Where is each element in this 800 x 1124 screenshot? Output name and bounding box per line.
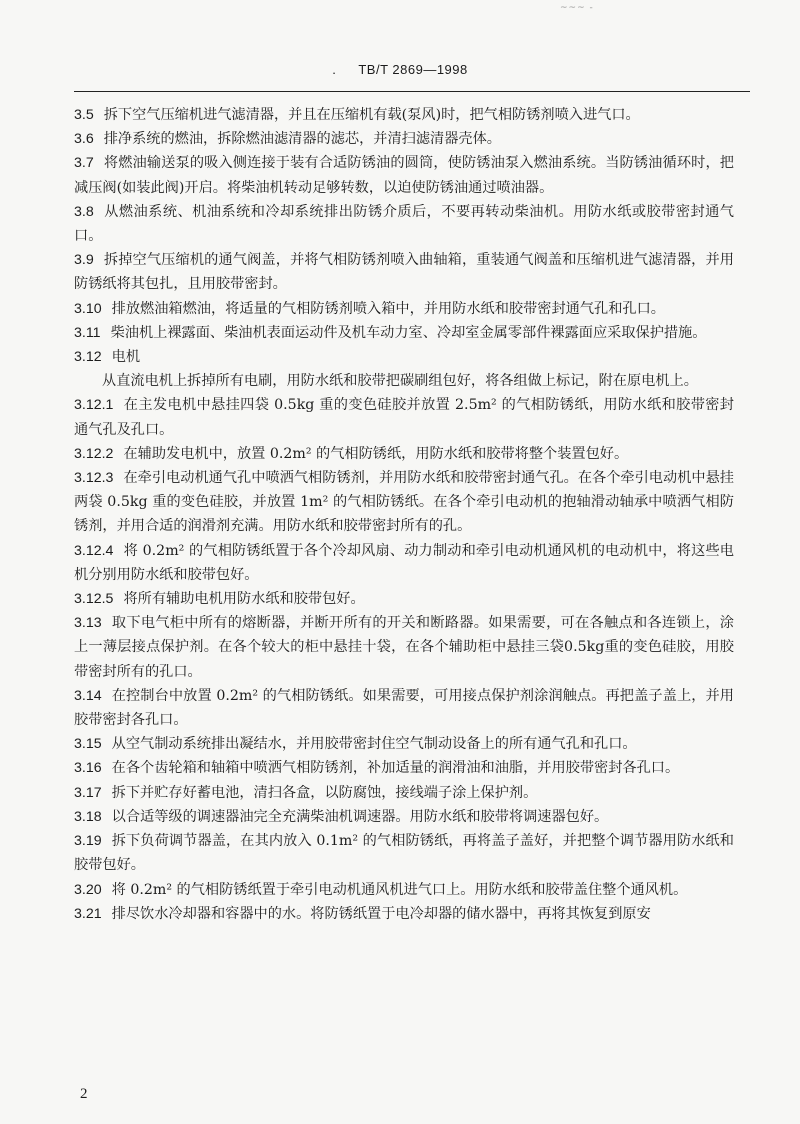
clause-number: 3.12.4 bbox=[74, 542, 114, 559]
clause-number: 3.18 bbox=[74, 808, 102, 825]
clause-number: 3.8 bbox=[74, 203, 94, 220]
clause-paragraph bbox=[74, 103, 734, 127]
clause-number: 3.12.2 bbox=[74, 445, 114, 462]
header-dot: . bbox=[332, 62, 337, 77]
header-rule bbox=[74, 91, 750, 92]
clause-text: 在各个齿轮箱和轴箱中喷洒气相防锈剂，补加适量的润滑油和油脂，并用胶带密封各孔口。 bbox=[111, 760, 680, 777]
clause-text: 拆下负荷调节器盖，在其内放入 0.1m² 的气相防锈纸，再将盖子盖好，并把整个调节器用防水纸和胶带包好。 bbox=[74, 833, 734, 874]
clause-paragraph bbox=[74, 611, 734, 684]
clause-paragraph bbox=[74, 587, 734, 611]
clause-text: 将所有辅助电机用防水纸和胶带包好。 bbox=[123, 591, 365, 608]
clause-text: 从直流电机上拆掉所有电刷，用防水纸和胶带把碳刷组包好，将各组做上标记，附在原电机上。 bbox=[102, 373, 698, 390]
clause-paragraph bbox=[74, 902, 734, 926]
clause-number: 3.20 bbox=[74, 881, 102, 898]
clause-number: 3.17 bbox=[74, 784, 102, 801]
clause-number: 3.11 bbox=[74, 324, 101, 341]
clause-paragraph bbox=[74, 127, 734, 151]
clause-number: 3.19 bbox=[74, 833, 102, 850]
document-body bbox=[74, 103, 734, 926]
clause-number: 3.9 bbox=[74, 252, 94, 269]
clause-paragraph bbox=[74, 369, 734, 393]
clause-paragraph bbox=[74, 829, 734, 877]
clause-paragraph bbox=[74, 248, 734, 296]
clause-text: 以合适等级的调速器油完全充满柴油机调速器。用防水纸和胶带将调速器包好。 bbox=[111, 808, 609, 825]
clause-paragraph bbox=[74, 805, 734, 829]
clause-text: 取下电气柜中所有的熔断器，并断开所有的开关和断路器。如果需要，可在各触点和各连锁上，涂上一薄层接点保护剂。在各个较大的柜中悬挂十袋，在各个辅助柜中悬挂三袋0.5kg重的变色硅胶，用胶带密封所有的孔口。 bbox=[74, 615, 734, 680]
scan-mark: ~~~ - bbox=[560, 3, 594, 13]
clause-text: 排尽饮水冷却器和容器中的水。将防锈纸置于电冷却器的储水器中，再将其恢复到原安 bbox=[111, 905, 651, 922]
clause-text: 在控制台中放置 0.2m² 的气相防锈纸。如果需要，可用接点保护剂涂润触点。再把盖子盖上，并用胶带密封各孔口。 bbox=[74, 687, 734, 729]
clause-text: 在主发电机中悬挂四袋 0.5kg 重的变色硅胶并放置 2.5m² 的气相防锈纸，用防水纸和胶带密封通气孔及孔口。 bbox=[74, 397, 734, 438]
clause-paragraph bbox=[74, 345, 734, 369]
clause-paragraph bbox=[74, 321, 734, 345]
clause-text: 柴油机上裸露面、柴油机表面运动件及机车动力室、冷却室金属零部件裸露面应采取保护措施。 bbox=[110, 324, 707, 341]
clause-text: 拆下并贮存好蓄电池，清扫各盒，以防腐蚀，接线端子涂上保护剂。 bbox=[111, 784, 538, 801]
clause-paragraph bbox=[74, 539, 734, 587]
clause-text: 将 0.2m² 的气相防锈纸置于牵引电动机通风机进气口上。用防水纸和胶带盖住整个通风机。 bbox=[111, 881, 688, 898]
clause-paragraph bbox=[74, 732, 734, 756]
clause-text: 在牵引电动机通气孔中喷洒气相防锈剂，并用防水纸和胶带密封通气孔。在各个牵引电动机中悬挂两袋 0.5kg 重的变色硅胶，并放置 1m² 的气相防锈纸。在各个牵引电动机的抱轴滑动轴承中喷洒气相防锈剂，并用合适的润滑剂充满。用防水纸和胶带密封所有的孔。 bbox=[74, 470, 734, 535]
clause-number: 3.15 bbox=[74, 736, 102, 753]
clause-paragraph bbox=[74, 151, 734, 199]
clause-paragraph bbox=[74, 878, 734, 902]
clause-paragraph bbox=[74, 466, 734, 539]
standard-number: TB/T 2869—1998 bbox=[358, 62, 468, 77]
clause-number: 3.12.5 bbox=[74, 591, 114, 608]
clause-number: 3.14 bbox=[74, 687, 102, 704]
clause-paragraph bbox=[74, 442, 734, 466]
clause-number: 3.12 bbox=[74, 349, 102, 366]
clause-text: 从燃油系统、机油系统和冷却系统排出防锈介质后，不要再转动柴油机。用防水纸或胶带密封通气口。 bbox=[74, 203, 734, 245]
clause-number: 3.10 bbox=[74, 300, 102, 317]
clause-text: 将燃油输送泵的吸入侧连接于装有合适防锈油的圆筒，使防锈油泵入燃油系统。当防锈油循环时，把减压阀(如装此阀)开启。将柴油机转动足够转数，以迫使防锈油通过喷油器。 bbox=[74, 155, 734, 196]
clause-number: 3.7 bbox=[74, 155, 94, 172]
clause-text: 拆下空气压缩机进气滤清器，并且在压缩机有载(泵风)时，把气相防锈剂喷入进气口。 bbox=[103, 107, 640, 123]
clause-number: 3.21 bbox=[74, 905, 102, 922]
clause-text: 将 0.2m² 的气相防锈纸置于各个冷却风扇、动力制动和牵引电动机通风机的电动机中，将这些电机分别用防水纸和胶带包好。 bbox=[74, 542, 734, 583]
page-header bbox=[0, 62, 800, 77]
clause-text: 排净系统的燃油，拆除燃油滤清器的滤芯，并清扫滤清器壳体。 bbox=[103, 131, 501, 148]
clause-text: 拆掉空气压缩机的通气阀盖，并将气相防锈剂喷入曲轴箱，重装通气阀盖和压缩机进气滤清器，并用防锈纸将其包扎，且用胶带密封。 bbox=[74, 252, 734, 293]
clause-text: 在辅助发电机中，放置 0.2m² 的气相防锈纸，用防水纸和胶带将整个装置包好。 bbox=[123, 445, 629, 462]
clause-paragraph bbox=[74, 297, 734, 321]
clause-number: 3.12.3 bbox=[74, 470, 114, 487]
clause-number: 3.6 bbox=[74, 131, 94, 148]
clause-paragraph bbox=[74, 684, 734, 732]
clause-paragraph bbox=[74, 781, 734, 805]
clause-paragraph bbox=[74, 393, 734, 441]
clause-number: 3.13 bbox=[74, 615, 102, 632]
clause-text: 从空气制动系统排出凝结水，并用胶带密封住空气制动设备上的所有通气孔和孔口。 bbox=[111, 736, 637, 753]
clause-paragraph bbox=[74, 200, 734, 248]
clause-number: 3.12.1 bbox=[74, 397, 114, 414]
page-number: 2 bbox=[80, 1086, 88, 1102]
clause-text: 排放燃油箱燃油，将适量的气相防锈剂喷入箱中，并用防水纸和胶带密封通气孔和孔口。 bbox=[111, 300, 665, 317]
clause-text: 电机 bbox=[111, 349, 141, 366]
clause-number: 3.5 bbox=[74, 107, 94, 123]
clause-paragraph bbox=[74, 756, 734, 780]
clause-number: 3.16 bbox=[74, 760, 102, 777]
